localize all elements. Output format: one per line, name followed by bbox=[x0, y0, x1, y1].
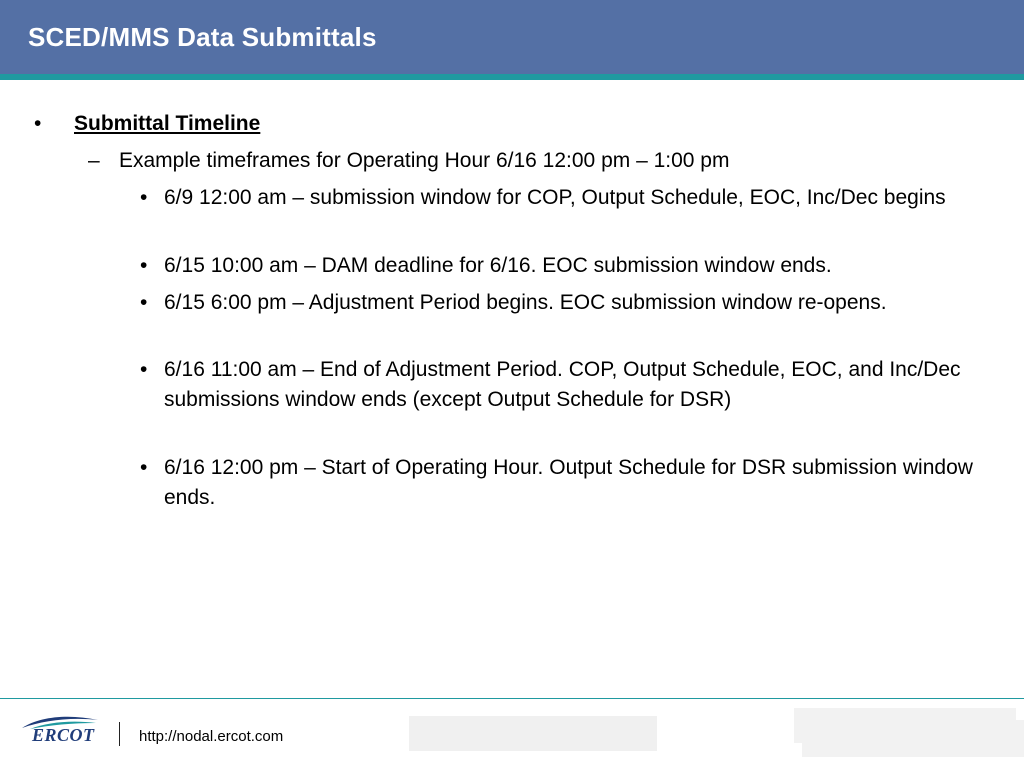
bullet-icon: • bbox=[140, 456, 148, 479]
bullet-icon: • bbox=[140, 291, 148, 314]
footer-divider-line bbox=[0, 698, 1024, 699]
bullet-icon: • bbox=[140, 186, 148, 209]
footer-placeholder-box bbox=[802, 720, 1024, 757]
slide-title: SCED/MMS Data Submittals bbox=[28, 22, 377, 52]
ercot-logo bbox=[20, 714, 100, 748]
bullet-icon: • bbox=[140, 358, 148, 381]
list-item bbox=[140, 453, 1000, 513]
list-item-text: 6/9 12:00 am – submission window for COP, Output Schedule, EOC, Inc/Dec begins bbox=[164, 186, 946, 209]
bullet-icon: • bbox=[34, 112, 42, 135]
bullet-icon: • bbox=[140, 254, 148, 277]
list-item-text: 6/15 10:00 am – DAM deadline for 6/16. EOC submission window ends. bbox=[164, 254, 832, 277]
list-item-text: 6/15 6:00 pm – Adjustment Period begins. EOC submission window re-opens. bbox=[164, 291, 887, 314]
logo-text: ERCOT bbox=[32, 725, 95, 745]
footer-placeholder-box bbox=[409, 716, 657, 751]
subheading-text: Example timeframes for Operating Hour 6/16 12:00 pm – 1:00 pm bbox=[119, 149, 730, 172]
list-item bbox=[140, 183, 1000, 213]
list-item bbox=[140, 251, 1000, 281]
title-bar bbox=[0, 0, 1024, 74]
footer-separator bbox=[119, 722, 120, 746]
footer-url-link[interactable]: http://nodal.ercot.com bbox=[139, 728, 284, 745]
list-item bbox=[140, 288, 1000, 318]
dash-icon: – bbox=[88, 149, 100, 172]
list-item-text: 6/16 11:00 am – End of Adjustment Period. COP, Output Schedule, EOC, and Inc/Dec submissions window ends (except Output Schedule for DSR) bbox=[164, 358, 961, 411]
section-heading: Submittal Timeline bbox=[74, 112, 261, 135]
list-item bbox=[140, 355, 1000, 415]
title-accent-stripe bbox=[0, 74, 1024, 80]
list-item-text: 6/16 12:00 pm – Start of Operating Hour. Output Schedule for DSR submission window ends. bbox=[164, 456, 973, 509]
